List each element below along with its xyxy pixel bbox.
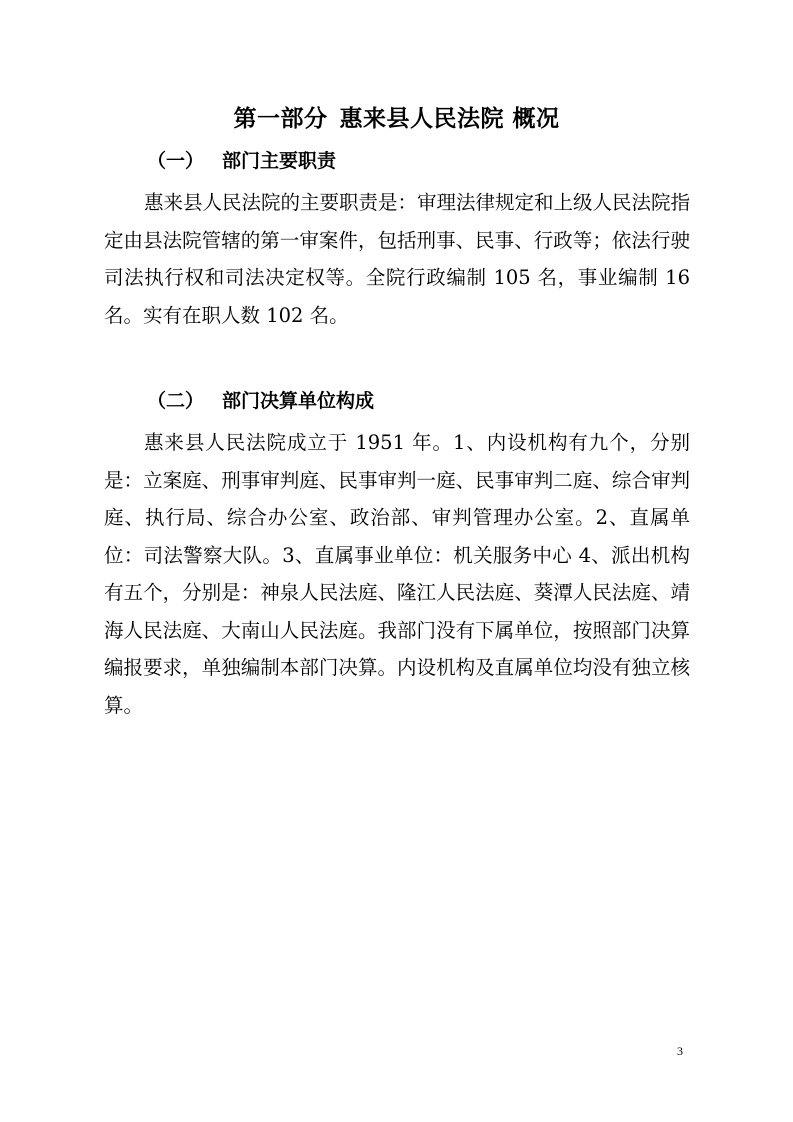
title-name: 惠来县人民法院 概况 [339,106,560,132]
page-number: 3 [677,1044,683,1058]
title-part: 第一部分 [233,106,328,132]
section-number: （二） [147,390,205,412]
section-heading-text: 部门主要职责 [222,150,337,172]
page-title [0,103,793,135]
section-body-duties: 惠来县人民法院的主要职责是：审理法律规定和上级人民法院指定由县法院管辖的第一审案件，包括刑事、民事、行政等；依法行驶司法执行权和司法决定权等。全院行政编制 105 名，事业编制 16 名。实有在职人数 102 名。 [104,191,691,327]
section-heading-duties [147,147,336,175]
section-number: （一） [147,150,205,172]
section-heading-text: 部门决算单位构成 [222,390,375,412]
section-body-units: 惠来县人民法院成立于 1951 年。1、内设机构有九个，分别是：立案庭、刑事审判庭、民事审判一庭、民事审判二庭、综合审判庭、执行局、综合办公室、政治部、审判管理办公室。2、直属单位：司法警察大队。3、直属事业单位：机关服务中心 4、派出机构有五个，分别是：神泉人民法庭、隆江人民法庭、葵潭人民法庭、靖海人民法庭、大南山人民法庭。我部门没有下属单位，按照部门决算编报要求，单独编制本部门决算。内设机构及直属单位均没有独立核算。 [104,431,690,717]
section-heading-units [147,387,374,415]
